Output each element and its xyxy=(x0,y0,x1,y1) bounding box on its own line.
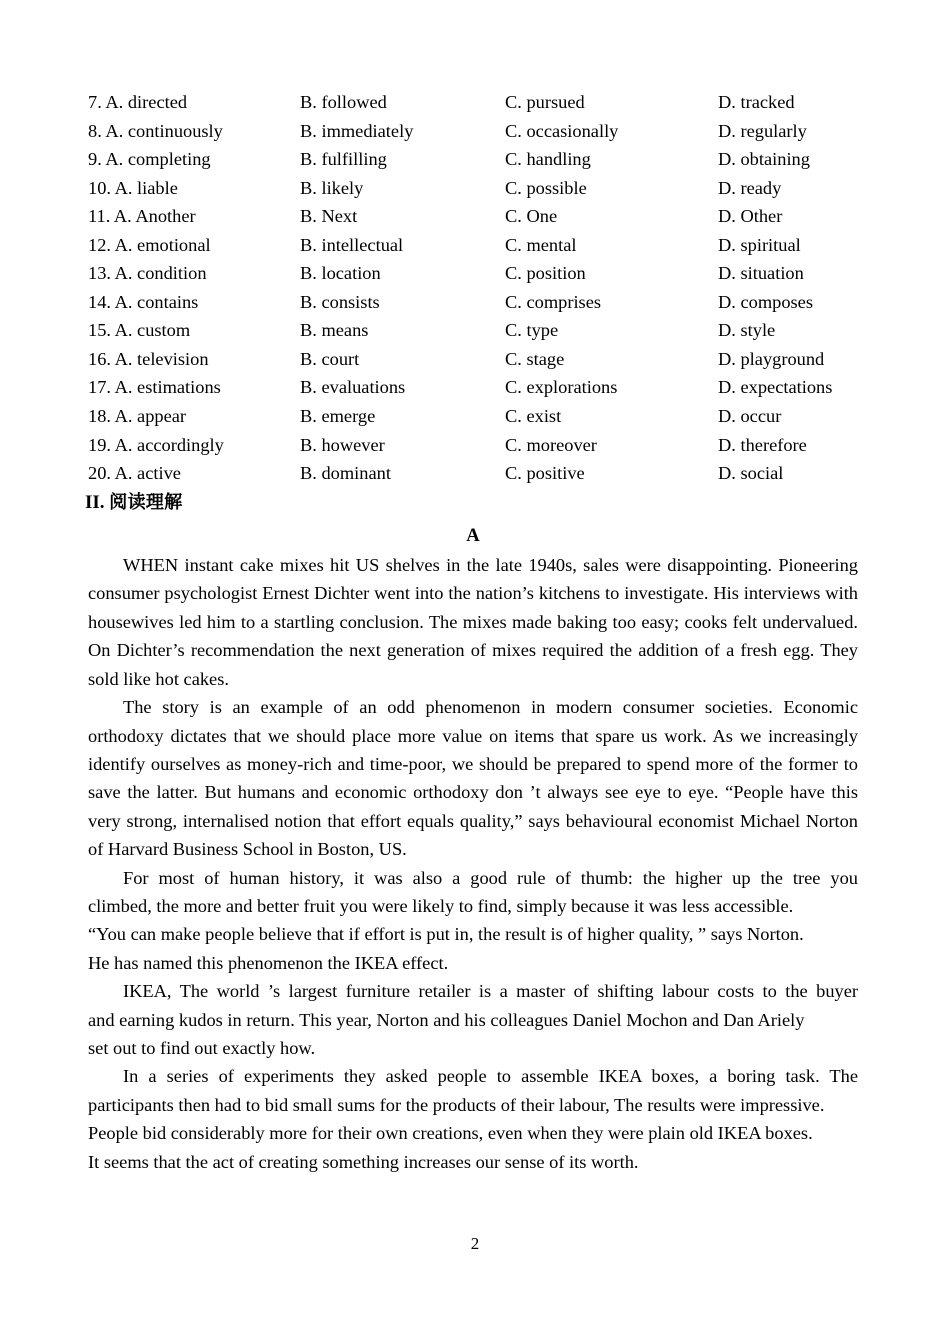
cloze-option-row-16 xyxy=(88,345,858,374)
option-a[interactable]: 10. A. liable xyxy=(88,177,178,198)
option-d[interactable]: D. regularly xyxy=(718,120,807,141)
cloze-option-row-10 xyxy=(88,174,858,203)
cloze-option-row-8 xyxy=(88,117,858,146)
page-number: 2 xyxy=(470,1234,480,1253)
option-c[interactable]: C. pursued xyxy=(505,92,585,112)
option-b[interactable]: B. fulfilling xyxy=(300,149,387,170)
option-b[interactable]: B. court xyxy=(300,348,360,369)
section-roman-numeral: II. xyxy=(85,491,105,513)
option-c[interactable]: C. stage xyxy=(505,348,565,369)
option-d[interactable]: D. style xyxy=(718,320,776,341)
option-c[interactable]: C. positive xyxy=(505,463,585,484)
option-c[interactable]: C. moreover xyxy=(505,434,597,455)
option-c[interactable]: C. occasionally xyxy=(505,120,619,141)
cloze-option-row-11 xyxy=(88,202,858,231)
option-a[interactable]: 12. A. emotional xyxy=(88,234,211,255)
option-b[interactable]: B. location xyxy=(300,263,381,284)
cloze-option-row-9 xyxy=(88,145,858,174)
option-d[interactable]: D. composes xyxy=(718,291,814,312)
paragraph-line: In a series of experiments they asked people to assemble IKEA boxes, a boring task. The xyxy=(123,1066,858,1087)
option-b[interactable]: B. however xyxy=(300,434,385,455)
option-b[interactable]: B. intellectual xyxy=(300,234,404,255)
passage-paragraph-5 xyxy=(88,1062,858,1176)
option-d[interactable]: D. occur xyxy=(718,406,782,427)
option-b[interactable]: B. emerge xyxy=(300,406,376,427)
option-d[interactable]: D. situation xyxy=(718,263,804,284)
cloze-options-list xyxy=(88,88,858,488)
paragraph-line: “You can make people believe that if effort is put in, the result is of higher quality, ” says Norton. xyxy=(88,924,804,945)
section-title-chinese: 阅读理解 xyxy=(109,491,183,513)
passage-paragraph-1: WHEN instant cake mixes hit US shelves in the late 1940s, sales were disappointing. Pioneering consumer psychologist Ernest Dichter went into the nation’s kitchens to investigate. His interviews with housewives led him to a startling conclusion. The mixes made baking too easy; cooks felt undervalued. On Dichter’s recommendation the next generation of mixes required the addition of a fresh egg. They sold like hot cakes. xyxy=(88,555,858,689)
option-c[interactable]: C. handling xyxy=(505,149,591,170)
paragraph-line: It seems that the act of creating something increases our sense of its worth. xyxy=(88,1151,639,1172)
option-d[interactable]: D. spiritual xyxy=(718,234,801,255)
paragraph-line: climbed, the more and better fruit you were likely to find, simply because it was less accessible. xyxy=(88,895,794,916)
option-d[interactable]: D. ready xyxy=(718,177,782,198)
option-a[interactable]: 17. A. estimations xyxy=(88,377,221,398)
paragraph-line: and earning kudos in return. This year, Norton and his colleagues Daniel Mochon and Dan Ariely xyxy=(88,1009,805,1030)
option-b[interactable]: B. evaluations xyxy=(300,377,406,398)
passage-paragraph-3 xyxy=(88,864,858,978)
option-d[interactable]: D. social xyxy=(718,463,784,484)
option-a[interactable]: 15. A. custom xyxy=(88,320,191,341)
option-d[interactable]: D. tracked xyxy=(718,92,795,112)
option-c[interactable]: C. comprises xyxy=(505,291,602,312)
option-c[interactable]: C. explorations xyxy=(505,377,618,398)
option-a[interactable]: 19. A. accordingly xyxy=(88,434,224,455)
passage-letter-heading: A xyxy=(466,524,480,546)
option-b[interactable]: B. means xyxy=(300,320,369,341)
option-a[interactable]: 9. A. completing xyxy=(88,149,211,170)
option-c[interactable]: C. exist xyxy=(505,406,562,427)
option-d[interactable]: D. Other xyxy=(718,206,783,227)
option-b[interactable]: B. Next xyxy=(300,206,358,227)
option-b[interactable]: B. immediately xyxy=(300,120,414,141)
option-d[interactable]: D. expectations xyxy=(718,377,833,398)
cloze-option-row-18 xyxy=(88,402,858,431)
cloze-option-row-7 xyxy=(88,88,858,117)
option-c[interactable]: C. type xyxy=(505,320,559,341)
passage-paragraph-2: The story is an example of an odd phenomenon in modern consumer societies. Economic orthodoxy dictates that we should place more value on items that spare us work. As we increasingly identify ourselves as money-rich and time-poor, we should be prepared to spend more of the former to save the latter. But humans and economic orthodoxy don ’t always see eye to eye. “People have this very strong, internalised notion that effort equals quality,” says behavioural economist Michael Norton of Harvard Business School in Boston, US. xyxy=(88,697,858,860)
option-a[interactable]: 13. A. condition xyxy=(88,263,207,284)
section-heading-reading-comprehension xyxy=(85,488,855,518)
option-a[interactable]: 18. A. appear xyxy=(88,406,187,427)
cloze-option-row-14 xyxy=(88,288,858,317)
option-a[interactable]: 11. A. Another xyxy=(88,206,196,227)
paragraph-line: participants then had to bid small sums for the products of their labour, The results were impressive. xyxy=(88,1094,825,1115)
option-b[interactable]: B. followed xyxy=(300,92,387,112)
option-a[interactable]: 8. A. continuously xyxy=(88,120,223,141)
option-a[interactable]: 20. A. active xyxy=(88,463,181,484)
cloze-option-row-17 xyxy=(88,373,858,402)
option-b[interactable]: B. consists xyxy=(300,291,380,312)
option-c[interactable]: C. One xyxy=(505,206,558,227)
option-c[interactable]: C. position xyxy=(505,263,586,284)
cloze-option-row-20 xyxy=(88,459,858,488)
option-c[interactable]: C. mental xyxy=(505,234,577,255)
option-b[interactable]: B. likely xyxy=(300,177,364,198)
paragraph-line: IKEA, The world ’s largest furniture retailer is a master of shifting labour costs to the buyer xyxy=(123,981,858,1002)
option-d[interactable]: D. therefore xyxy=(718,434,807,455)
option-a[interactable]: 7. A. directed xyxy=(88,92,188,112)
cloze-option-row-19 xyxy=(88,431,858,460)
option-d[interactable]: D. playground xyxy=(718,348,825,369)
option-a[interactable]: 14. A. contains xyxy=(88,291,199,312)
cloze-option-row-13 xyxy=(88,259,858,288)
paragraph-line: People bid considerably more for their own creations, even when they were plain old IKEA boxes. xyxy=(88,1123,813,1144)
paragraph-line: He has named this phenomenon the IKEA effect. xyxy=(88,952,449,973)
option-a[interactable]: 16. A. television xyxy=(88,348,209,369)
paragraph-line: For most of human history, it was also a good rule of thumb: the higher up the tree you xyxy=(123,867,858,888)
option-b[interactable]: B. dominant xyxy=(300,463,391,484)
cloze-option-row-15 xyxy=(88,316,858,345)
passage-paragraph-4 xyxy=(88,977,858,1062)
cloze-option-row-12 xyxy=(88,231,858,260)
option-c[interactable]: C. possible xyxy=(505,177,587,198)
paragraph-line: set out to find out exactly how. xyxy=(88,1037,316,1058)
option-d[interactable]: D. obtaining xyxy=(718,149,810,170)
